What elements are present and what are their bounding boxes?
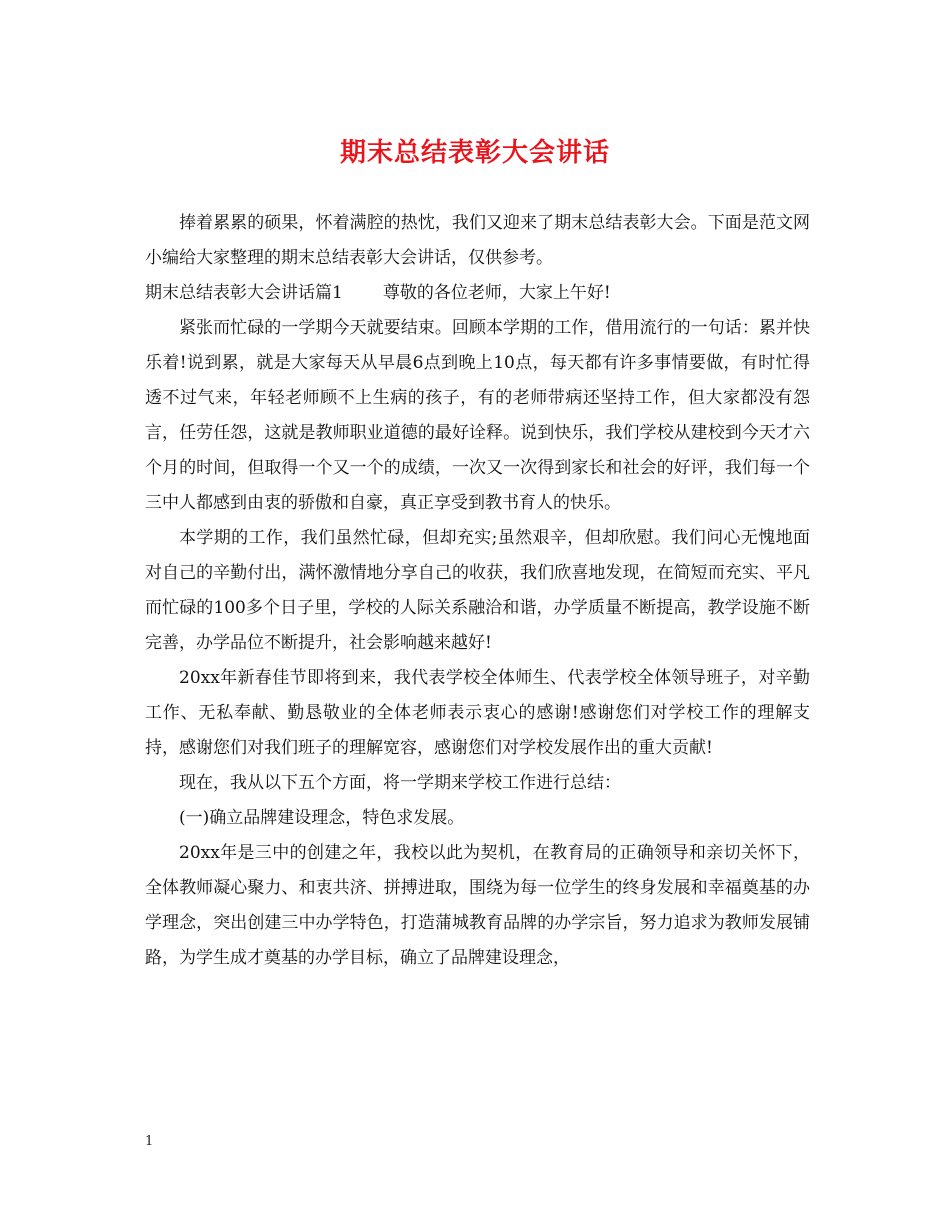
speech-greeting: 尊敬的各位老师，大家上午好! [382, 283, 611, 303]
paragraph-summary-intro: 现在，我从以下五个方面，将一学期来学校工作进行总结： [179, 773, 621, 793]
document-body [145, 206, 810, 976]
section-heading-1: (一)确立品牌建设理念，特色求发展。 [179, 808, 465, 828]
paragraph-semester-work: 本学期的工作，我们虽然忙碌，但却充实;虽然艰辛，但却欣慰。我们问心无愧地面对自己的辛勤付出，满怀激情地分享自己的收获，我们欣喜地发现，在简短而充实、平凡而忙碌的100多个日子里，学校的人际关系融洽和谐，办学质量不断提高，教学设施不断完善，办学品位不断提升，社会影响越来越好! [145, 528, 810, 653]
intro-paragraph: 捧着累累的硕果，怀着满腔的热忱，我们又迎来了期末总结表彰大会。下面是范文网小编给大家整理的期末总结表彰大会讲话，仅供参考。 [145, 213, 810, 268]
speech-heading: 期末总结表彰大会讲话篇1 [145, 283, 343, 303]
page-number: 1 [145, 1134, 154, 1149]
paragraph-review: 紧张而忙碌的一学期今天就要结束。回顾本学期的工作，借用流行的一句话：累并快乐着!说到累，就是大家每天从早晨6点到晚上10点，每天都有许多事情要做，有时忙得透不过气来，年轻老师顾不上生病的孩子，有的老师带病还坚持工作，但大家都没有怨言，任劳任怨，这就是教师职业道德的最好诠释。说到快乐，我们学校从建校到今天才六个月的时间，但取得一个又一个的成绩，一次又一次得到家长和社会的好评，我们每一个三中人都感到由衷的骄傲和自豪，真正享受到教书育人的快乐。 [145, 318, 810, 513]
paragraph-thanks: 20xx年新春佳节即将到来，我代表学校全体师生、代表学校全体领导班子，对辛勤工作、无私奉献、勤恳敬业的全体老师表示衷心的感谢!感谢您们对学校工作的理解支持，感谢您们对我们班子的理解宽容，感谢您们对学校发展作出的重大贡献! [145, 668, 810, 758]
document-title: 期末总结表彰大会讲话 [339, 138, 610, 168]
speech-heading-line [145, 276, 810, 311]
paragraph-brand-building: 20xx年是三中的创建之年，我校以此为契机，在教育局的正确领导和亲切关怀下，全体教师凝心聚力、和衷共济、拼搏进取，围绕为每一位学生的终身发展和幸福奠基的办学理念，突出创建三中办学特色，打造蒲城教育品牌的办学宗旨，努力追求为教师发展铺路，为学生成才奠基的办学目标，确立了品牌建设理念， [145, 843, 810, 968]
